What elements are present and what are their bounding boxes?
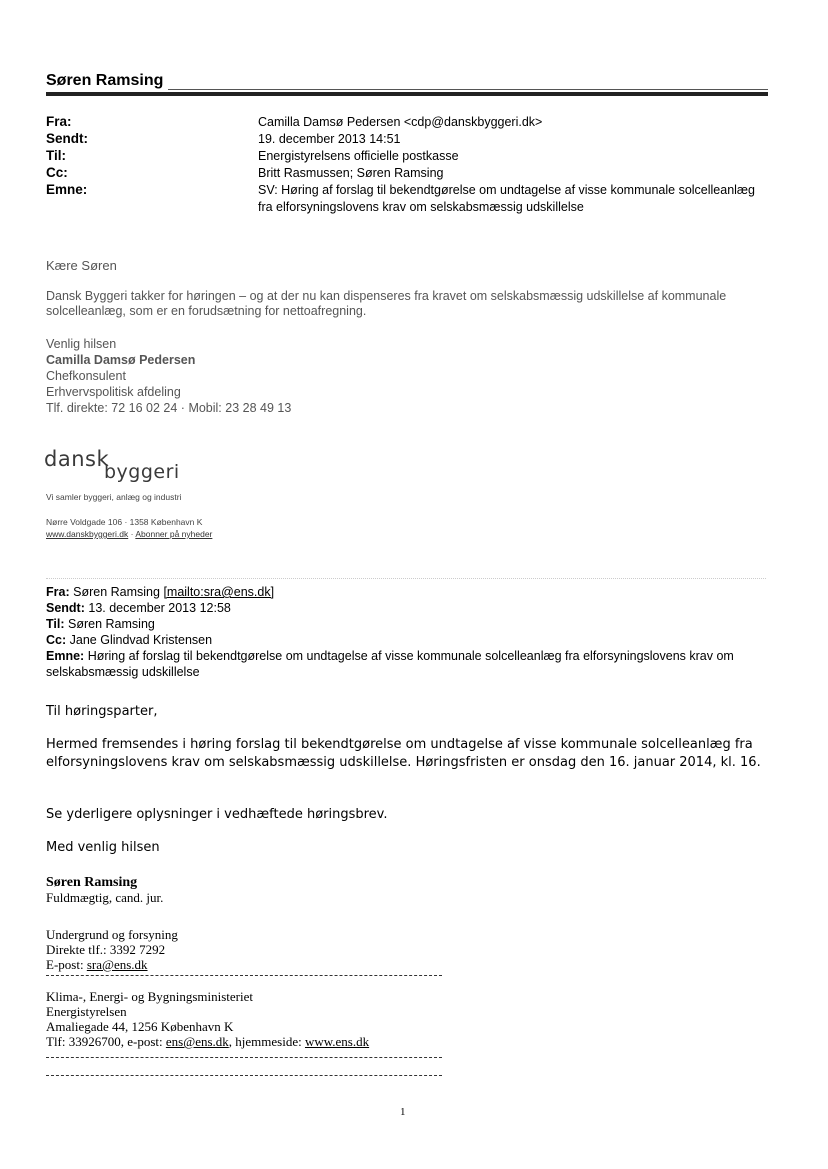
fwd-cc-value: Jane Glindvad Kristensen	[69, 633, 213, 647]
fwd-to-line	[46, 617, 776, 633]
signature-divider	[46, 975, 442, 976]
signature-website-link[interactable]: www.ens.dk	[304, 1034, 370, 1049]
fwd-subject-label: Emne:	[46, 649, 85, 663]
from-label: Fra:	[46, 114, 72, 129]
fwd-subject-line	[46, 649, 766, 680]
logo-word-dansk: dansk	[44, 447, 110, 471]
message-divider	[46, 578, 766, 579]
signature-address: Amaliegade 44, 1256 København K	[46, 1019, 234, 1034]
reply-greeting: Kære Søren	[46, 258, 117, 273]
fwd-more-info: Se yderligere oplysninger i vedhæftede høringsbrev.	[46, 807, 388, 822]
logo-links	[46, 529, 212, 539]
sent-value: 19. december 2013 14:51	[258, 132, 401, 146]
subject-value: SV: Høring af forslag til bekendtgørelse om undtagelse af visse kommunale solcelleanlæg fra elforsyningslovens krav om selskabsmæssig udskillelse	[258, 183, 756, 214]
fwd-to-label: Til:	[46, 617, 65, 631]
email-owner-title: Søren Ramsing	[46, 72, 164, 89]
signature-ministry: Klima-, Energi- og Bygningsministeriet	[46, 989, 254, 1004]
to-value: Energistyrelsens officielle postkasse	[258, 149, 459, 163]
title-rule-thin	[168, 89, 768, 90]
signature-phone: Direkte tlf.: 3392 7292	[46, 942, 166, 957]
reply-body: Dansk Byggeri takker for høringen – og at der nu kan dispenseres fra kravet om selskabsmæssig udskillelse af kommunale solcelleanlæg, som er en forudsætning for nettoafregning.	[46, 289, 727, 318]
signature-name: Søren Ramsing	[46, 875, 138, 890]
fwd-cc-label: Cc:	[46, 633, 67, 647]
cc-label: Cc:	[46, 165, 68, 180]
fwd-sent-label: Sendt:	[46, 601, 85, 615]
reply-sender-role: Chefkonsulent	[46, 369, 126, 383]
signature-email-link[interactable]: sra@ens.dk	[86, 957, 148, 972]
logo-tagline: Vi samler byggeri, anlæg og industri	[46, 492, 182, 502]
signature-contact-email-link[interactable]: ens@ens.dk	[165, 1034, 229, 1049]
sent-label: Sendt:	[46, 131, 88, 146]
subscribe-link[interactable]: Abonner på nyheder	[135, 529, 213, 539]
fwd-body: Hermed fremsendes i høring forslag til bekendtgørelse om undtagelse af visse kommunale solcelleanlæg fra elforsyningslovens krav om selskabsmæssig udskillelse. Høringsfristen er onsdag den 16. januar 2014, kl. 16.	[46, 737, 761, 770]
signature-unit: Undergrund og forsyning	[46, 927, 178, 942]
reply-closing: Venlig hilsen	[46, 337, 117, 351]
fwd-closing: Med venlig hilsen	[46, 840, 160, 855]
logo-word-byggeri: byggeri	[104, 461, 180, 483]
to-label: Til:	[46, 148, 66, 163]
signature-divider-3	[46, 1075, 442, 1076]
fwd-greeting: Til høringsparter,	[46, 704, 158, 719]
signature-agency: Energistyrelsen	[46, 1004, 127, 1019]
reply-sender-phone: Tlf. direkte: 72 16 02 24 · Mobil: 23 28 49 13	[46, 401, 292, 415]
logo-address: Nørre Voldgade 106 · 1358 København K	[46, 517, 203, 527]
fwd-from-line	[46, 585, 776, 601]
signature-email-line	[46, 958, 148, 972]
fwd-from-label: Fra:	[46, 585, 70, 599]
fwd-sent-line	[46, 601, 776, 617]
reply-sender-department: Erhvervspolitisk afdeling	[46, 385, 181, 399]
title-rule	[46, 92, 768, 96]
dansk-byggeri-logo	[42, 446, 192, 491]
signature-contact-line	[46, 1035, 369, 1049]
signature-title: Fuldmægtig, cand. jur.	[46, 890, 164, 905]
fwd-from-value: Søren Ramsing	[73, 585, 160, 599]
fwd-cc-line	[46, 633, 776, 649]
signature-email-label: E-post:	[46, 957, 87, 972]
fwd-subject-value: Høring af forslag til bekendtgørelse om undtagelse af visse kommunale solcelleanlæg fra elforsyningslovens krav om selskabsmæssig udskillelse	[46, 649, 734, 679]
signature-contact-prefix: Tlf: 33926700, e-post:	[46, 1034, 166, 1049]
fwd-to-value: Søren Ramsing	[68, 617, 155, 631]
subject-label: Emne:	[46, 182, 88, 197]
link-separator: ·	[130, 529, 134, 539]
fwd-sent-value: 13. december 2013 12:58	[88, 601, 231, 615]
signature-contact-mid: , hjemmeside:	[228, 1034, 305, 1049]
reply-sender-name: Camilla Damsø Pedersen	[46, 353, 196, 367]
page-number: 1	[400, 1106, 406, 1118]
signature-divider-2	[46, 1057, 442, 1058]
website-link[interactable]: www.danskbyggeri.dk	[46, 529, 129, 539]
from-value: Camilla Damsø Pedersen <cdp@danskbyggeri.dk>	[258, 115, 543, 129]
fwd-from-mail-link[interactable]: [mailto:sra@ens.dk]	[163, 585, 275, 599]
cc-value: Britt Rasmussen; Søren Ramsing	[258, 166, 444, 180]
